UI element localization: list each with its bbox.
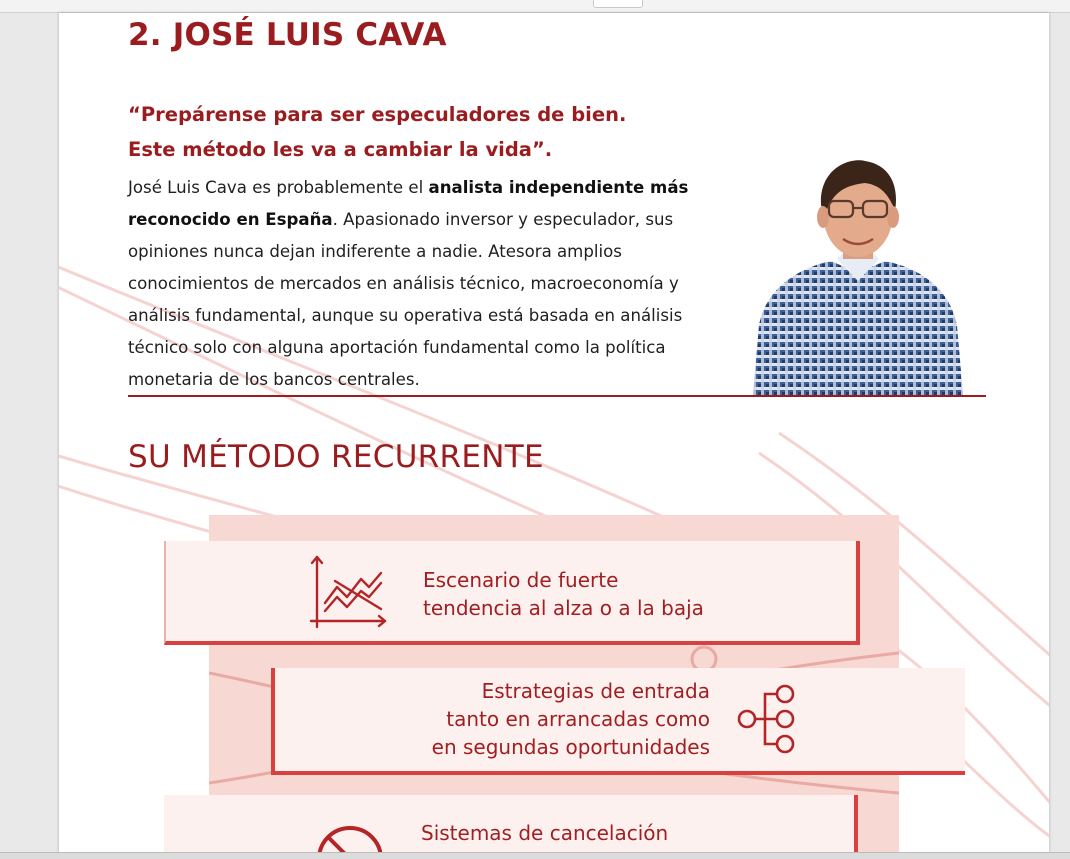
speaker-quote — [128, 97, 626, 167]
speaker-title: 2. JOSÉ LUIS CAVA — [128, 17, 447, 53]
bio-highlight: analista independiente más reconocido en España — [128, 178, 689, 229]
card-text-cancel — [421, 819, 668, 847]
method-section-title: SU MÉTODO RECURRENTE — [128, 439, 544, 475]
method-card-cancel — [164, 795, 858, 853]
card1-line1: Escenario de fuerte — [423, 568, 619, 592]
quote-line-2: Este método les va a cambiar la vida”. — [128, 138, 553, 161]
bio-rest: . Apasionado inversor y especulador, sus opiniones nunca dejan indiferente a nadie. Atesora amplios conocimientos de mercados en análisis técnico, macroeconomía y análisis fundamental, aunque su operativa está basada en análisis técnico solo con alguna aportación fundamental como la política monetaria de los bancos centrales. — [128, 210, 683, 389]
speaker-bio — [128, 172, 728, 396]
card2-line2: tanto en arrancadas como — [446, 707, 710, 731]
viewer-toolbar — [0, 0, 1070, 13]
prohibited-icon — [314, 823, 386, 853]
quote-line-1: “Prepárense para ser especuladores de bien. — [128, 103, 627, 126]
document-page — [59, 13, 1049, 853]
toolbar-tab[interactable] — [593, 0, 643, 8]
trend-chart-icon — [309, 553, 389, 633]
section-divider — [128, 395, 986, 397]
card1-line2: tendencia al alza o a la baja — [423, 596, 704, 620]
card2-line1: Estrategias de entrada — [481, 679, 710, 703]
method-card-trend — [164, 541, 860, 645]
bio-intro: José Luis Cava es probablemente el — [128, 178, 429, 197]
card-text-entry — [432, 677, 710, 761]
card2-line3: en segundas oportunidades — [431, 735, 710, 759]
card-text-trend — [423, 566, 704, 622]
method-card-entry — [271, 668, 965, 775]
branch-nodes-icon — [735, 682, 799, 760]
speaker-photo — [753, 155, 963, 395]
card3-line1: Sistemas de cancelación — [421, 821, 669, 845]
